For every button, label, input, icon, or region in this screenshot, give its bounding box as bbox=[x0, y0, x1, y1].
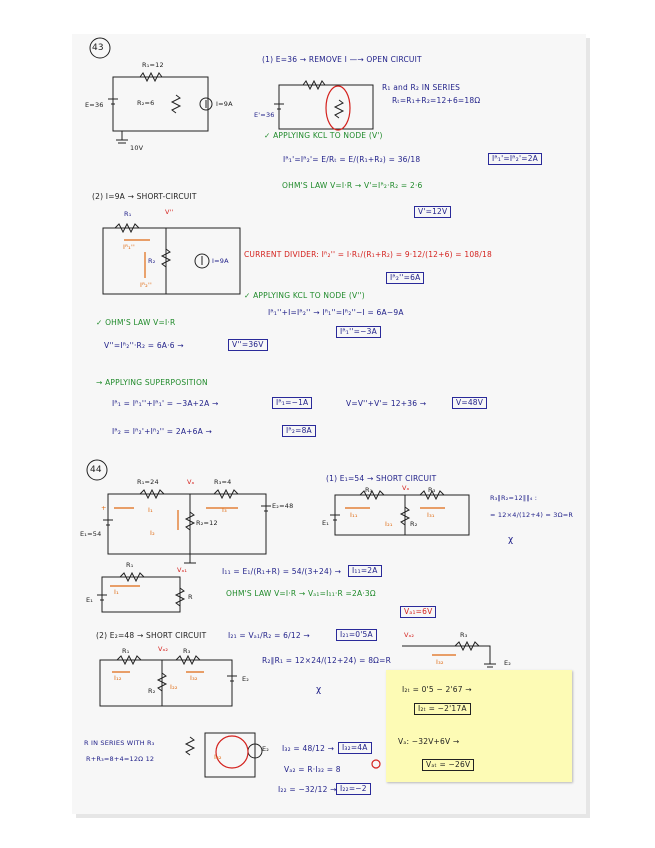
p43-series-note: R₁ and R₂ IN SERIES bbox=[382, 83, 461, 92]
p44-fig-e2: E₂=48 bbox=[272, 502, 294, 510]
p43-kcl-eq: Iᴿ₁'=Iᴿ₂'= E/Rₜ = E/(R₁+R₂) = 36/18 bbox=[283, 155, 421, 164]
sticky-result2: Vₐₜ = −26V bbox=[422, 759, 474, 771]
p43-v1-result: V'=12V bbox=[414, 206, 451, 218]
p44-series-heading: R IN SERIES WITH R₃ bbox=[84, 739, 155, 747]
p43-fig-ground: 10V bbox=[130, 144, 144, 152]
p43-p2-kcl-eq: Iᴿ₁''+I=Iᴿ₂'' → Iᴿ₁''=Iᴿ₂''−I = 6A−9A bbox=[268, 308, 404, 317]
p44-p1-i21: I₂₁ bbox=[385, 520, 393, 528]
p44-p1-i31: I₃₁ bbox=[427, 511, 435, 519]
p44-number: 44 bbox=[90, 465, 102, 475]
p44-fig-i2: I₂ bbox=[150, 529, 155, 537]
p44-fig-e1: E₁=54 bbox=[80, 530, 102, 538]
p44-p2-r3b: R₃ bbox=[460, 631, 468, 639]
p43-p2-v: V'' bbox=[165, 208, 174, 216]
p44-p2-r2: R₂ bbox=[148, 687, 156, 695]
p44-series-eq: R+R₃=8+4=12Ω 12 bbox=[86, 755, 155, 763]
p43-fig-e: E=36 bbox=[85, 101, 104, 109]
p43-p2-ohm-result: V''=36V bbox=[228, 339, 268, 351]
p44-p2-e2b: E₂ bbox=[504, 659, 512, 667]
p44-x-mark-2: χ bbox=[316, 685, 322, 695]
p43-part2-heading: (2) I=9A → SHORT-CIRCUIT bbox=[92, 192, 197, 201]
p44-i32-result: I₃₂=4A bbox=[338, 742, 372, 754]
p44-p1-r1: R₁ bbox=[365, 486, 373, 494]
p44-part1-heading: (1) E₁=54 → SHORT CIRCUIT bbox=[326, 474, 437, 483]
p44-i32-eq: I₃₂ = 48/12 → bbox=[282, 744, 335, 753]
p44-p1-e1: E₁ bbox=[322, 519, 330, 527]
p43-kcl-result: Iᴿ₁'=Iᴿ₂'=2A bbox=[488, 153, 542, 165]
sticky-line2: Vₐ: −32V+6V → bbox=[398, 737, 460, 746]
p43-sp-eq2-result: V=48V bbox=[452, 397, 487, 409]
p43-p2-ohm-eq: V''=Iᴿ₂''·R₂ = 6A·6 → bbox=[104, 341, 184, 350]
p44-fig-r1: R₁=24 bbox=[137, 478, 159, 486]
p43-p2-ohm-heading: ✓ OHM'S LAW V=I·R bbox=[96, 318, 176, 327]
p44-i21-result: I₂₁=0'5A bbox=[336, 629, 377, 641]
p44-p2-i12: I₁₂ bbox=[114, 674, 122, 682]
p44-p1-r2: R₂ bbox=[410, 520, 418, 528]
p43-sp-eq3: Iᴿ₂ = Iᴿ₂'+Iᴿ₂'' = 2A+6A → bbox=[112, 427, 213, 436]
p44-sub-r1: R₁ bbox=[126, 561, 134, 569]
p43-fig-i: I=9A bbox=[216, 100, 233, 108]
p44-va1-result: Vₐ₁=6V bbox=[400, 606, 436, 618]
p44-p2-i32: I₃₂ bbox=[190, 674, 198, 682]
p44-p2-va2b: Vₐ₂ bbox=[404, 631, 415, 639]
p44-p2-i32b: I₃₂ bbox=[436, 658, 444, 666]
p43-p2-r1: R₁ bbox=[124, 210, 132, 218]
p44-p2-e2: E₂ bbox=[242, 675, 250, 683]
p44-ohm-line: OHM'S LAW V=I·R → Vₐ₁=I₁₁·R =2A·3Ω bbox=[226, 589, 376, 598]
p43-p2-kcl-result: Iᴿ₁''=−3A bbox=[336, 326, 381, 338]
p44-p1-r3: R₃ bbox=[428, 486, 436, 494]
p43-divider-result: Iᴿ₂''=6A bbox=[386, 272, 424, 284]
p44-x-mark-1: χ bbox=[508, 535, 514, 545]
p43-sp-eq1-result: Iᴿ₁=−1A bbox=[272, 397, 312, 409]
p44-i22-result: I₂₂=−2 bbox=[336, 783, 371, 795]
p44-fig-i1: I₁ bbox=[148, 506, 153, 514]
p44-fig-r3: R₃=4 bbox=[214, 478, 232, 486]
p44-r2r1: R₂∥R₁ = 12×24/(12+24) = 8Ω=R bbox=[262, 656, 392, 665]
p44-i22-eq: I₂₂ = −32/12 → bbox=[278, 785, 337, 794]
p44-part2-heading: (2) E₂=48 → SHORT CIRCUIT bbox=[96, 631, 207, 640]
p44-fig-r2: R₂=12 bbox=[196, 519, 218, 527]
p43-kcl-heading: ✓ APPLYING KCL TO NODE (V') bbox=[264, 131, 383, 140]
p43-superposition-heading: → APPLYING SUPERPOSITION bbox=[96, 378, 208, 387]
p43-req: Rₜ=R₁+R₂=12+6=18Ω bbox=[392, 96, 481, 105]
p44-sub-e1: E₁ bbox=[86, 596, 94, 604]
p43-p2-ir1: Iᴿ₁'' bbox=[123, 243, 135, 251]
p44-fig-plus: + bbox=[101, 504, 107, 512]
p44-p2-i22: I₂₂ bbox=[170, 683, 178, 691]
p44-i11-result: I₁₁=2A bbox=[348, 565, 382, 577]
p43-p2-i: I=9A bbox=[212, 257, 229, 265]
p43-p2-ir2: Iᴿ₂'' bbox=[140, 281, 152, 289]
p43-sp-eq1: Iᴿ₁ = Iᴿ₁''+Iᴿ₁' = −3A+2A → bbox=[112, 399, 219, 408]
p44-p2-va2: Vₐ₂ bbox=[158, 645, 169, 653]
p44-va2-eq: Vₐ₂ = R·I₃₂ = 8 bbox=[284, 765, 341, 774]
p43-ohm-line: OHM'S LAW V=I·R → V'=Iᴿ₂·R₂ = 2·6 bbox=[282, 181, 423, 190]
p44-sub-va1: Vₐ₁ bbox=[177, 566, 188, 574]
p44-p1-i11: I₁₁ bbox=[350, 511, 358, 519]
p44-fig-va: Vₐ bbox=[187, 478, 195, 486]
p44-p1-va: Vₐ bbox=[402, 484, 410, 492]
p43-p2-r2: R₂ bbox=[148, 257, 156, 265]
p44-p2-r1: R₁ bbox=[122, 647, 130, 655]
p43-p2-kcl-heading: ✓ APPLYING KCL TO NODE (V'') bbox=[244, 291, 365, 300]
p44-sub2-e2: E₂ bbox=[262, 745, 270, 753]
p43-sp-eq2: V=V''+V'= 12+36 → bbox=[346, 399, 427, 408]
p44-i11-eq: I₁₁ = E₁/(R₁+R) = 54/(3+24) → bbox=[222, 567, 342, 576]
p44-sub-i1: I₁ bbox=[114, 588, 119, 596]
p44-parallel-eq: = 12×4/(12+4) = 3Ω=R bbox=[490, 511, 574, 519]
p43-number: 43 bbox=[92, 43, 104, 53]
p43-sp-eq3-result: Iᴿ₂=8A bbox=[282, 425, 316, 437]
p44-fig-i3: I₃ bbox=[222, 506, 227, 514]
p43-fig-r1: R₁=12 bbox=[142, 61, 164, 69]
sticky-result1: I₂ₜ = −2'17A bbox=[414, 703, 471, 715]
p44-parallel: R₃∥R₂=12∥∥₄ : bbox=[490, 494, 538, 502]
p44-i21-eq: I₂₁ = Vₐ₁/R₂ = 6/12 → bbox=[228, 631, 310, 640]
p43-eprime: E'=36 bbox=[254, 111, 275, 119]
p44-sub2-i32: I₃₂ bbox=[214, 753, 222, 761]
p43-fig-r2: R₂=6 bbox=[137, 99, 155, 107]
p44-p2-r3: R₃ bbox=[183, 647, 191, 655]
p43-divider: CURRENT DIVIDER: Iᴿ₂'' = I·R₁/(R₁+R₂) = 9·12/(12+6) = 108/18 bbox=[244, 250, 492, 259]
p44-sub-r: R bbox=[188, 593, 193, 601]
sticky-line1: I₂ₜ = 0'5 − 2'67 → bbox=[402, 685, 472, 694]
p43-part1-heading: (1) E=36 → REMOVE I —→ OPEN CIRCUIT bbox=[262, 55, 422, 64]
